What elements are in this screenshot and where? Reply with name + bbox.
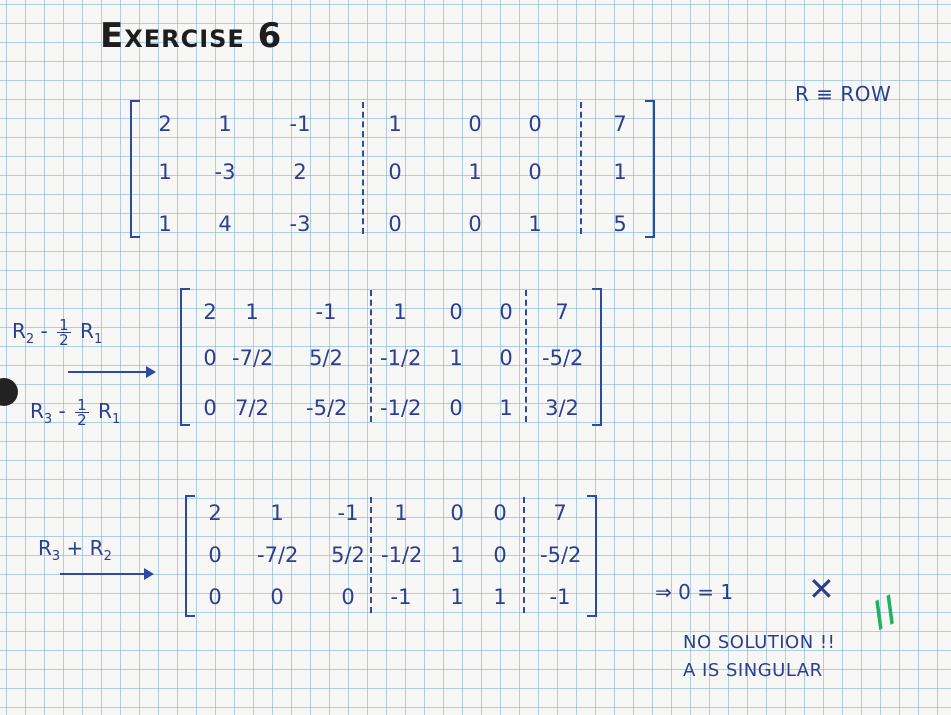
operator: -: [58, 399, 66, 423]
matrix-cell: -1: [390, 585, 412, 609]
matrix-cell: -5/2: [540, 543, 582, 567]
matrix-cell: 7: [613, 112, 627, 136]
matrix-cell: -3: [214, 160, 236, 184]
matrix-cell: 1: [388, 112, 402, 136]
numerator: 1: [77, 396, 87, 414]
matrix-cell: 4: [218, 212, 232, 236]
augmented-matrix-step1: [180, 288, 610, 428]
matrix-cell: -1/2: [380, 346, 422, 370]
matrix-cell: 0: [341, 585, 355, 609]
matrix-cell: -1/2: [380, 396, 422, 420]
row-index: 2: [103, 549, 112, 564]
numerator: 1: [59, 316, 69, 334]
row-index: 1: [111, 412, 121, 427]
matrix-cell: 0: [208, 543, 222, 567]
matrix-cell: 1: [613, 160, 627, 184]
matrix-cell: 1: [493, 585, 507, 609]
matrix-cell: 1: [450, 543, 464, 567]
matrix-cell: 1: [218, 112, 232, 136]
right-bracket: [592, 288, 602, 426]
row-index: 1: [93, 332, 103, 347]
row-symbol: R: [38, 536, 52, 560]
matrix-cell: 0: [388, 160, 402, 184]
implication: ⇒ 0 = 1: [655, 580, 734, 604]
transform-arrow: [60, 573, 152, 575]
row-op-r3: [30, 398, 120, 427]
augmented-matrix-step2: [185, 495, 605, 615]
matrix-cell: 7: [553, 501, 567, 525]
row-symbol: R: [12, 319, 26, 343]
row-index: 3: [51, 549, 61, 564]
matrix-cell: 0: [449, 300, 463, 324]
operator: +: [66, 536, 84, 560]
matrix-cell: 2: [158, 112, 172, 136]
left-bracket: [185, 495, 195, 617]
row-index: 3: [43, 412, 53, 427]
matrix-cell: 1: [270, 501, 284, 525]
matrix-cell: 1: [245, 300, 259, 324]
matrix-cell: 0: [450, 501, 464, 525]
matrix-cell: 5: [613, 212, 627, 236]
matrix-cell: 0: [493, 501, 507, 525]
row-symbol: R: [89, 536, 104, 560]
denominator: 2: [77, 411, 87, 429]
binder-hole: [0, 378, 18, 406]
matrix-cell: 7: [555, 300, 569, 324]
denominator: 2: [59, 331, 69, 349]
separator-line: [370, 497, 372, 613]
matrix-cell: 1: [158, 160, 172, 184]
matrix-cell: 2: [293, 160, 307, 184]
matrix-cell: 1: [499, 396, 513, 420]
matrix-cell: 0: [468, 112, 482, 136]
matrix-cell: -1: [289, 112, 311, 136]
matrix-cell: -5/2: [306, 396, 348, 420]
matrix-cell: -7/2: [257, 543, 299, 567]
matrix-cell: -1: [549, 585, 571, 609]
augmented-matrix-initial: [130, 100, 660, 240]
singular-note: A IS SINGULAR: [683, 660, 823, 681]
matrix-cell: 5/2: [309, 346, 343, 370]
transform-arrow: [68, 371, 154, 373]
matrix-cell: 0: [270, 585, 284, 609]
matrix-cell: -1: [315, 300, 337, 324]
right-bracket: [645, 100, 655, 238]
checkmark-icon: //: [864, 588, 905, 636]
matrix-cell: -1/2: [381, 543, 423, 567]
matrix-cell: 1: [450, 585, 464, 609]
separator-line: [580, 102, 582, 234]
matrix-cell: 1: [393, 300, 407, 324]
matrix-cell: 1: [528, 212, 542, 236]
matrix-cell: 2: [203, 300, 217, 324]
matrix-cell: 0: [449, 396, 463, 420]
matrix-cell: 1: [158, 212, 172, 236]
cross-mark-icon: ✕: [808, 570, 835, 608]
matrix-cell: -7/2: [232, 346, 274, 370]
no-solution-note: NO SOLUTION !!: [683, 632, 836, 653]
row-index: 2: [25, 332, 35, 347]
matrix-cell: 5/2: [331, 543, 365, 567]
matrix-cell: 0: [528, 160, 542, 184]
matrix-cell: -5/2: [542, 346, 584, 370]
matrix-cell: 1: [394, 501, 408, 525]
separator-line: [370, 290, 372, 422]
matrix-cell: 0: [499, 346, 513, 370]
separator-line: [523, 497, 525, 613]
matrix-cell: 0: [203, 346, 217, 370]
matrix-cell: 0: [528, 112, 542, 136]
matrix-cell: 2: [208, 501, 222, 525]
right-bracket: [587, 495, 597, 617]
matrix-cell: 1: [449, 346, 463, 370]
operator: -: [40, 319, 48, 343]
row-symbol: R: [80, 319, 94, 343]
fraction: [75, 398, 89, 427]
fraction: [57, 318, 71, 347]
matrix-cell: -1: [337, 501, 359, 525]
separator-line: [362, 102, 364, 234]
row-op-r2: [12, 318, 102, 347]
matrix-cell: 0: [468, 212, 482, 236]
row-symbol: R: [98, 399, 112, 423]
matrix-cell: 7/2: [235, 396, 269, 420]
left-bracket: [180, 288, 190, 426]
row-legend: R ≡ ROW: [795, 82, 892, 106]
page-title: Exercise 6: [100, 16, 283, 56]
matrix-cell: 1: [468, 160, 482, 184]
row-op-r3-plus-r2: [38, 536, 112, 564]
matrix-cell: 0: [493, 543, 507, 567]
matrix-cell: -3: [289, 212, 311, 236]
matrix-cell: 3/2: [545, 396, 579, 420]
matrix-cell: 0: [499, 300, 513, 324]
matrix-cell: 0: [388, 212, 402, 236]
matrix-cell: 0: [208, 585, 222, 609]
row-symbol: R: [30, 399, 44, 423]
matrix-cell: 0: [203, 396, 217, 420]
left-bracket: [130, 100, 140, 238]
